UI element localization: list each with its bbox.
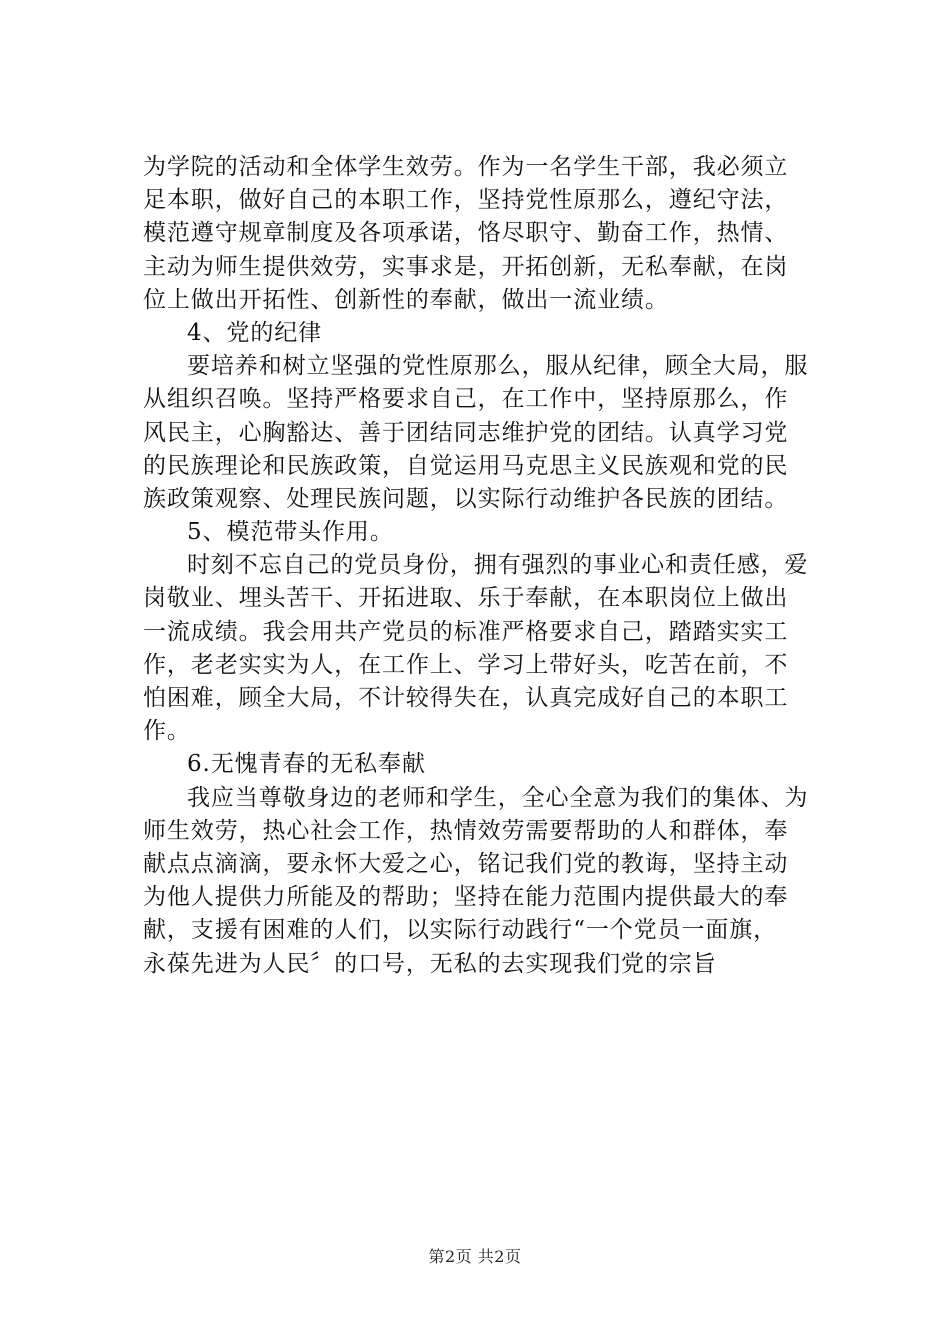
section-heading-5: 5、模范带头作用。 xyxy=(187,519,394,546)
body-line: 为学院的活动和全体学生效劳。作为一名学生干部，我必须立 xyxy=(143,154,789,180)
body-line: 位上做出开拓性、创新性的奉献，做出一流业绩。 xyxy=(143,286,669,313)
body-line: 我应当尊敬身边的老师和学生，全心全意为我们的集体、为 xyxy=(187,784,809,811)
body-line: 主动为师生提供效劳，实事求是，开拓创新，无私奉献，在岗 xyxy=(143,253,789,280)
body-line: 作，老老实实为人，在工作上、学习上带好头，吃苦在前，不 xyxy=(143,651,789,678)
body-line: 风民主，心胸豁达、善于团结同志维护党的团结。认真学习党 xyxy=(143,419,789,446)
body-line: 为他人提供力所能及的帮助；坚持在能力范围内提供最大的奉 xyxy=(143,884,789,911)
body-line: 要培养和树立坚强的党性原那么，服从纪律，顾全大局，服 xyxy=(187,353,809,380)
body-line: 作。 xyxy=(143,718,191,745)
body-line: 永葆先进为人民〞的口号，无私的去实现我们党的宗旨 xyxy=(143,950,717,977)
body-line: 从组织召唤。坚持严格要求自己，在工作中，坚持原那么，作 xyxy=(143,386,789,413)
body-line: 岗敬业、埋头苦干、开拓进取、乐于奉献，在本职岗位上做出 xyxy=(143,585,789,612)
body-line: 师生效劳，热心社会工作，热情效劳需要帮助的人和群体，奉 xyxy=(143,817,789,844)
section-heading-4: 4、党的纪律 xyxy=(187,319,323,346)
body-line: 献点点滴滴，要永怀大爱之心，铭记我们党的教诲，坚持主动 xyxy=(143,850,789,877)
body-line: 的民族理论和民族政策，自觉运用马克思主义民族观和党的民 xyxy=(143,452,789,479)
body-line: 献，支援有困难的人们，以实际行动践行“一个党员一面旗， xyxy=(143,917,778,944)
body-line: 足本职，做好自己的本职工作，坚持党性原那么，遵纪守法， xyxy=(143,187,789,214)
body-line: 时刻不忘自己的党员身份，拥有强烈的事业心和责任感，爱 xyxy=(187,552,809,579)
body-line: 怕困难，顾全大局，不计较得失在，认真完成好自己的本职工 xyxy=(143,685,789,711)
body-line: 族政策观察、处理民族问题，以实际行动维护各民族的团结。 xyxy=(143,485,789,512)
body-line: 模范遵守规章制度及各项承诺，恪尽职守、勤奋工作，热情、 xyxy=(143,220,789,247)
page-number-footer: 第2页 共2页 xyxy=(428,1247,522,1266)
body-line: 一流成绩。我会用共产党员的标准严格要求自己，踏踏实实工 xyxy=(143,618,789,645)
document-body xyxy=(143,151,813,981)
section-heading-6: 6.无愧青春的无私奉献 xyxy=(187,751,426,778)
